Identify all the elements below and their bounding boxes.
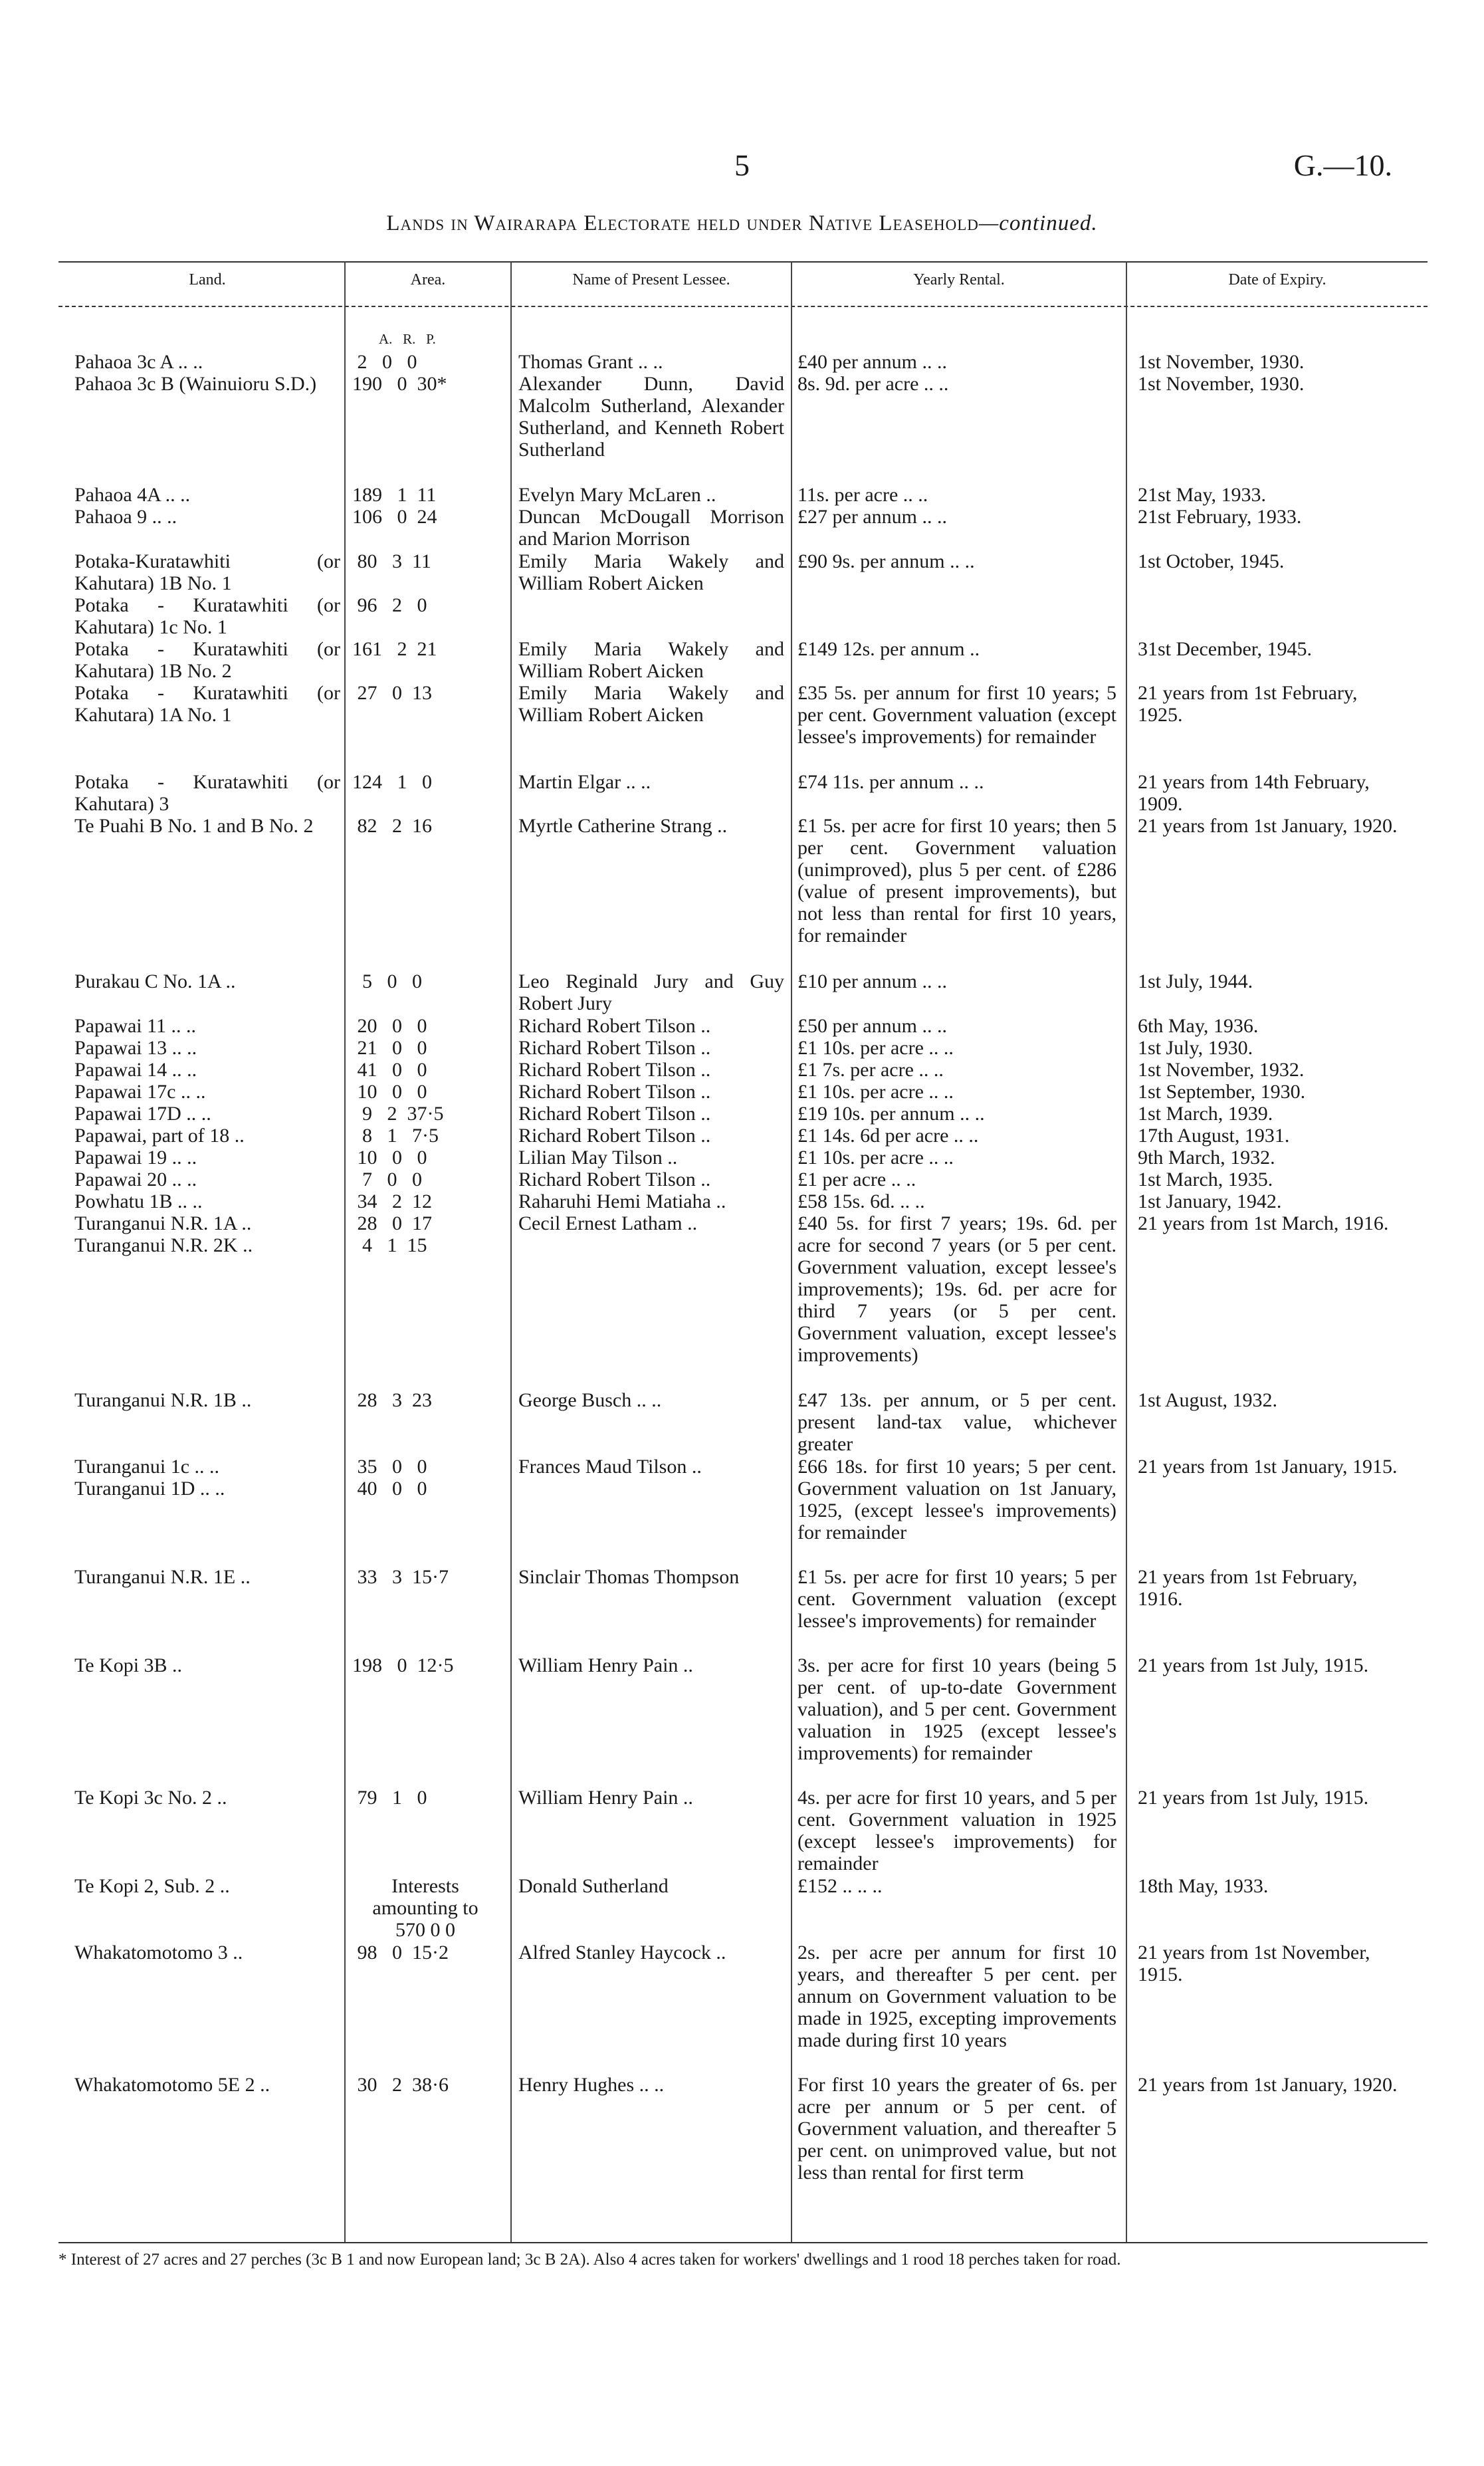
expiry-cell: 1st September, 1930. bbox=[1138, 1081, 1306, 1103]
table-bottom-rule bbox=[58, 2242, 1428, 2243]
expiry-cell: 21 years from 1st February, 1916. bbox=[1138, 1566, 1358, 1610]
lessee-cell: Sinclair Thomas Thompson bbox=[518, 1566, 740, 1588]
table-row: Papawai 11 .. .. bbox=[74, 1015, 197, 1037]
rental-cell: 11s. per acre .. .. bbox=[797, 484, 928, 506]
rental-cell: For first 10 years the greater of 6s. per acre per annum or 5 per cent. of Government valuation, and thereafter 5 per cent. on unimproved value, but not less than rental for first term bbox=[797, 2074, 1116, 2184]
lessee-cell: Duncan McDougall Morrison and Marion Morrison bbox=[518, 506, 784, 550]
table-row: Powhatu 1B .. .. bbox=[74, 1190, 203, 1212]
rental-cell: £66 18s. for first 10 years; 5 per cent. Government valuation on 1st January, 1925, (except lessee's improvements) for remainder bbox=[797, 1456, 1116, 1543]
lessee-cell: Evelyn Mary McLaren .. bbox=[518, 484, 716, 506]
expiry-cell: 1st March, 1935. bbox=[1138, 1169, 1273, 1190]
rental-cell: £152 .. .. .. bbox=[797, 1875, 883, 1897]
expiry-cell: 21 years from 1st January, 1920. bbox=[1138, 815, 1398, 837]
column-header-land: Land. bbox=[189, 271, 226, 288]
expiry-cell: 1st November, 1932. bbox=[1138, 1059, 1305, 1081]
expiry-cell: 17th August, 1931. bbox=[1138, 1125, 1290, 1147]
table-row: Te Kopi 2, Sub. 2 .. bbox=[74, 1875, 230, 1897]
rental-cell: £74 11s. per annum .. .. bbox=[797, 771, 984, 793]
area-cell: 10 0 0 bbox=[352, 1147, 427, 1169]
title-main: Lands in Wairarapa Electorate held under Native Leasehold bbox=[386, 211, 979, 235]
expiry-cell: 31st December, 1945. bbox=[1138, 638, 1313, 660]
rental-cell: £1 5s. per acre for first 10 years; then 5 per cent. Government valuation (unimproved), plus 5 per cent. of £286 (value of present improvements), but not less than rental for first 10 years, for remainder bbox=[797, 815, 1116, 947]
area-cell: 34 2 12 bbox=[352, 1190, 432, 1212]
area-cell: 190 0 30* bbox=[352, 373, 447, 395]
table-row: Turanganui N.R. 1A .. bbox=[74, 1212, 252, 1234]
lessee-cell: Thomas Grant .. .. bbox=[518, 351, 663, 373]
lessee-cell: Alexander Dunn, David Malcolm Sutherland, Alexander Sutherland, and Kenneth Robert Sutherland bbox=[518, 373, 784, 461]
table-row: Papawai 17D .. .. bbox=[74, 1103, 211, 1125]
rental-cell: £27 per annum .. .. bbox=[797, 506, 947, 528]
area-cell: 79 1 0 bbox=[352, 1787, 427, 1809]
expiry-cell: 6th May, 1936. bbox=[1138, 1015, 1259, 1037]
lessee-cell: Raharuhi Hemi Matiaha .. bbox=[518, 1190, 726, 1212]
lessee-cell: Richard Robert Tilson .. bbox=[518, 1169, 711, 1190]
rental-cell: 4s. per acre for first 10 years, and 5 per cent. Government valuation in 1925 (except lessee's improvements) for remainder bbox=[797, 1787, 1116, 1874]
lessee-cell: Myrtle Catherine Strang .. bbox=[518, 815, 728, 837]
lessee-cell: Richard Robert Tilson .. bbox=[518, 1081, 711, 1103]
area-cell: 27 0 13 bbox=[352, 682, 432, 704]
area-cell: 8 1 7·5 bbox=[352, 1125, 439, 1147]
expiry-cell: 21st May, 1933. bbox=[1138, 484, 1267, 506]
table-row: Potaka - Kuratawhiti (or Kahutara) 1B No. 2 bbox=[74, 638, 340, 682]
rental-cell: £50 per annum .. .. bbox=[797, 1015, 947, 1037]
column-header-expiry: Date of Expiry. bbox=[1228, 271, 1326, 288]
lessee-cell: Frances Maud Tilson .. bbox=[518, 1456, 702, 1478]
lessee-cell: Cecil Ernest Latham .. bbox=[518, 1212, 698, 1234]
table-row: Purakau C No. 1A .. bbox=[74, 970, 236, 992]
column-divider-2 bbox=[510, 261, 512, 2242]
rental-cell: £40 per annum .. .. bbox=[797, 351, 947, 373]
area-cell: 10 0 0 bbox=[352, 1081, 427, 1103]
title-suffix: —continued. bbox=[978, 211, 1098, 235]
table-row: Turanganui N.R. 1B .. bbox=[74, 1389, 252, 1411]
expiry-cell: 1st October, 1945. bbox=[1138, 550, 1285, 572]
table-row: Te Kopi 3B .. bbox=[74, 1654, 183, 1676]
expiry-cell: 21 years from 1st March, 1916. bbox=[1138, 1212, 1389, 1234]
rental-cell: 8s. 9d. per acre .. .. bbox=[797, 373, 949, 395]
rental-cell: 2s. per acre per annum for first 10 years, and thereafter 5 per cent. per annum on Government valuation to be made in 1925, excepting improvements made during first 10 years bbox=[797, 1942, 1116, 2051]
table-row: Turanganui N.R. 1E .. bbox=[74, 1566, 251, 1588]
expiry-cell: 1st July, 1944. bbox=[1138, 970, 1253, 992]
expiry-cell: 21 years from 14th February, 1909. bbox=[1138, 771, 1370, 815]
column-header-lessee: Name of Present Lessee. bbox=[572, 271, 730, 288]
area-cell: 189 1 11 bbox=[352, 484, 437, 506]
rental-cell: £40 5s. for first 7 years; 19s. 6d. per acre for second 7 years (or 5 per cent. Government valuation, except lessee's improvements); 19s. 6d. per acre for third 7 years (or 5 per cent. Government valuation, except lessee's improvements) bbox=[797, 1212, 1116, 1366]
area-cell: 9 2 37·5 bbox=[352, 1103, 444, 1125]
area-units: A. R. P. bbox=[379, 331, 436, 347]
table-row: Papawai, part of 18 .. bbox=[74, 1125, 245, 1147]
expiry-cell: 21 years from 1st January, 1920. bbox=[1138, 2074, 1398, 2096]
table-row: Whakatomotomo 3 .. bbox=[74, 1942, 243, 1963]
column-header-rental: Yearly Rental. bbox=[913, 271, 1005, 288]
lessee-cell: Lilian May Tilson .. bbox=[518, 1147, 678, 1169]
expiry-cell: 21 years from 1st February, 1925. bbox=[1138, 682, 1358, 726]
lessee-cell: Martin Elgar .. .. bbox=[518, 771, 651, 793]
expiry-cell: 21 years from 1st November, 1915. bbox=[1138, 1942, 1370, 1985]
lessee-cell: Richard Robert Tilson .. bbox=[518, 1015, 711, 1037]
area-cell: 198 0 12·5 bbox=[352, 1654, 454, 1676]
lessee-cell: Donald Sutherland bbox=[518, 1875, 669, 1897]
area-cell: 30 2 38·6 bbox=[352, 2074, 449, 2096]
table-row: Papawai 13 .. .. bbox=[74, 1037, 197, 1059]
area-cell: 106 0 24 bbox=[352, 506, 437, 528]
table-row: Potaka - Kuratawhiti (or Kahutara) 1c No. 1 bbox=[74, 594, 340, 638]
area-cell: 28 3 23 bbox=[352, 1389, 432, 1411]
area-cell: 35 0 0 bbox=[352, 1456, 427, 1478]
table-row: Papawai 17c .. .. bbox=[74, 1081, 206, 1103]
lessee-cell: Leo Reginald Jury and Guy Robert Jury bbox=[518, 970, 784, 1014]
lessee-cell: Richard Robert Tilson .. bbox=[518, 1059, 711, 1081]
area-cell: 80 3 11 bbox=[352, 550, 431, 572]
table-row: Potaka - Kuratawhiti (or Kahutara) 1A No. 1 bbox=[74, 682, 340, 726]
expiry-cell: 1st November, 1930. bbox=[1138, 373, 1305, 395]
table-row: Papawai 20 .. .. bbox=[74, 1169, 197, 1190]
expiry-cell: 21 years from 1st July, 1915. bbox=[1138, 1654, 1369, 1676]
table-top-rule bbox=[58, 261, 1428, 263]
area-cell: Interests amounting to 570 0 0 bbox=[372, 1875, 478, 1941]
column-divider-1 bbox=[344, 261, 346, 2242]
table-row: Te Kopi 3c No. 2 .. bbox=[74, 1787, 227, 1809]
area-cell: 2 0 0 bbox=[352, 351, 417, 373]
lessee-cell: Alfred Stanley Haycock .. bbox=[518, 1942, 726, 1963]
area-cell: 161 2 21 bbox=[352, 638, 437, 660]
document-code: G.—10. bbox=[1293, 148, 1392, 182]
table-row: Potaka-Kuratawhiti (or Kahutara) 1B No. 1 bbox=[74, 550, 340, 594]
lessee-cell: Richard Robert Tilson .. bbox=[518, 1103, 711, 1125]
rental-cell: £1 14s. 6d per acre .. .. bbox=[797, 1125, 979, 1147]
header-bottom-rule bbox=[58, 306, 1428, 307]
table-row: Papawai 19 .. .. bbox=[74, 1147, 197, 1169]
table-row: Turanganui 1D .. .. bbox=[74, 1478, 225, 1500]
expiry-cell: 21 years from 1st January, 1915. bbox=[1138, 1456, 1398, 1478]
area-cell: 40 0 0 bbox=[352, 1478, 427, 1500]
column-header-area: Area. bbox=[410, 271, 446, 288]
table-row: Pahaoa 3c B (Wainuioru S.D.) bbox=[74, 373, 317, 395]
lessee-cell: William Henry Pain .. bbox=[518, 1654, 693, 1676]
table-row: Turanganui N.R. 2K .. bbox=[74, 1234, 253, 1256]
area-cell: 21 0 0 bbox=[352, 1037, 427, 1059]
lessee-cell: Henry Hughes .. .. bbox=[518, 2074, 665, 2096]
rental-cell: £149 12s. per annum .. bbox=[797, 638, 980, 660]
area-cell: 4 1 15 bbox=[352, 1234, 427, 1256]
area-cell: 5 0 0 bbox=[352, 970, 422, 992]
table-row: Papawai 14 .. .. bbox=[74, 1059, 197, 1081]
lessee-cell: George Busch .. .. bbox=[518, 1389, 662, 1411]
footnote: * Interest of 27 acres and 27 perches (3c B 1 and now European land; 3c B 2A). Also 4 acres taken for workers' dwellings and 1 rood 18 perches taken for road. bbox=[58, 2251, 1121, 2269]
page-title bbox=[0, 211, 1484, 236]
table-row: Potaka - Kuratawhiti (or Kahutara) 3 bbox=[74, 771, 340, 815]
lessee-cell: Richard Robert Tilson .. bbox=[518, 1125, 711, 1147]
rental-cell: £10 per annum .. .. bbox=[797, 970, 947, 992]
rental-cell: £1 7s. per acre .. .. bbox=[797, 1059, 944, 1081]
table-row: Te Puahi B No. 1 and B No. 2 bbox=[74, 815, 314, 837]
rental-cell: £1 5s. per acre for first 10 years; 5 per cent. Government valuation (except lessee's improvements) for remainder bbox=[797, 1566, 1116, 1632]
expiry-cell: 1st November, 1930. bbox=[1138, 351, 1305, 373]
area-cell: 33 3 15·7 bbox=[352, 1566, 449, 1588]
lessee-cell: Emily Maria Wakely and William Robert Aicken bbox=[518, 682, 784, 726]
area-cell: 96 2 0 bbox=[352, 594, 427, 616]
rental-cell: £1 10s. per acre .. .. bbox=[797, 1147, 954, 1169]
rental-cell: £19 10s. per annum .. .. bbox=[797, 1103, 985, 1125]
lessee-cell: William Henry Pain .. bbox=[518, 1787, 693, 1809]
rental-cell: £58 15s. 6d. .. .. bbox=[797, 1190, 925, 1212]
expiry-cell: 1st August, 1932. bbox=[1138, 1389, 1278, 1411]
rental-cell: £1 10s. per acre .. .. bbox=[797, 1081, 954, 1103]
area-cell: 41 0 0 bbox=[352, 1059, 427, 1081]
area-cell: 98 0 15·2 bbox=[352, 1942, 449, 1963]
expiry-cell: 1st July, 1930. bbox=[1138, 1037, 1253, 1059]
table-row: Pahaoa 4A .. .. bbox=[74, 484, 191, 506]
rental-cell: £90 9s. per annum .. .. bbox=[797, 550, 975, 572]
area-cell: 20 0 0 bbox=[352, 1015, 427, 1037]
expiry-cell: 21 years from 1st July, 1915. bbox=[1138, 1787, 1369, 1809]
lessee-cell: Emily Maria Wakely and William Robert Aicken bbox=[518, 550, 784, 594]
table-row: Whakatomotomo 5E 2 .. bbox=[74, 2074, 270, 2096]
rental-cell: £1 10s. per acre .. .. bbox=[797, 1037, 954, 1059]
expiry-cell: 9th March, 1932. bbox=[1138, 1147, 1275, 1169]
rental-cell: £1 per acre .. .. bbox=[797, 1169, 916, 1190]
rental-cell: 3s. per acre for first 10 years (being 5 per cent. of up-to-date Government valuation), and 5 per cent. Government valuation in 1925 (except lessee's improvements) for remainder bbox=[797, 1654, 1116, 1764]
lessee-cell: Emily Maria Wakely and William Robert Aicken bbox=[518, 638, 784, 682]
table-row: Pahaoa 9 .. .. bbox=[74, 506, 177, 528]
area-cell: 28 0 17 bbox=[352, 1212, 432, 1234]
expiry-cell: 1st March, 1939. bbox=[1138, 1103, 1273, 1125]
expiry-cell: 21st February, 1933. bbox=[1138, 506, 1302, 528]
rental-cell: £35 5s. per annum for first 10 years; 5 per cent. Government valuation (except lessee's improvements) for remainder bbox=[797, 682, 1116, 748]
lessee-cell: Richard Robert Tilson .. bbox=[518, 1037, 711, 1059]
expiry-cell: 1st January, 1942. bbox=[1138, 1190, 1282, 1212]
area-cell: 82 2 16 bbox=[352, 815, 432, 837]
page-number: 5 bbox=[734, 148, 750, 182]
area-cell: 7 0 0 bbox=[352, 1169, 422, 1190]
expiry-cell: 18th May, 1933. bbox=[1138, 1875, 1269, 1897]
column-divider-3 bbox=[791, 261, 792, 2242]
table-row: Pahaoa 3c A .. .. bbox=[74, 351, 203, 373]
table-row: Turanganui 1c .. .. bbox=[74, 1456, 220, 1478]
area-cell: 124 1 0 bbox=[352, 771, 432, 793]
rental-cell: £47 13s. per annum, or 5 per cent. present land-tax value, whichever greater bbox=[797, 1389, 1116, 1455]
column-divider-4 bbox=[1126, 261, 1127, 2242]
